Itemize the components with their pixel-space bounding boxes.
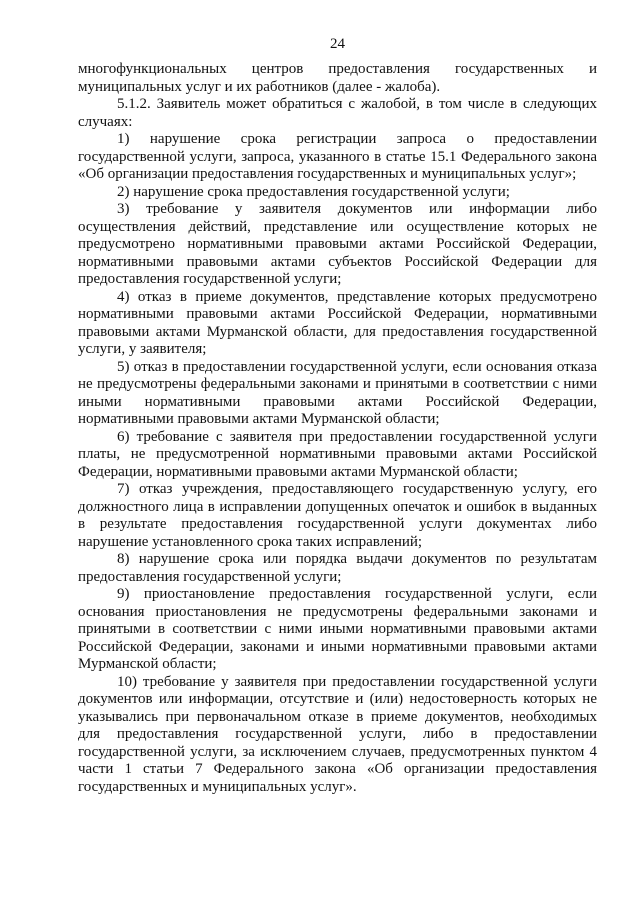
paragraph	[78, 184, 597, 202]
text-line: случаях:	[78, 113, 133, 130]
text-line: части 1 статьи 7 Федерального закона «Об организации предоставления	[78, 761, 597, 777]
text-line: указывались при первоначальном отказе в приеме документов, необходимых	[78, 708, 597, 725]
text-line: нарушение установленного срока таких исправлений;	[78, 533, 423, 550]
text-line: нормативными правовыми актами Мурманской области;	[78, 411, 440, 427]
text-line: предоставления государственной услуги;	[78, 568, 342, 585]
text-line: в результате предоставления государственной услуги документах либо	[78, 516, 597, 532]
text-line: 5.1.2. Заявитель может обратиться с жалобой, в том числе в следующих	[117, 96, 597, 112]
text-line: услуги, у заявителя;	[78, 341, 207, 357]
text-line: 5) отказ в предоставлении государственной услуги, если основания отказа	[117, 358, 597, 375]
text-line: документов или информации, отсутствие и (или) недостоверность которых не	[78, 691, 597, 707]
paragraph	[78, 359, 597, 429]
text-line: должностного лица в исправлении допущенных опечаток и ошибок в выданных	[78, 498, 597, 515]
page-number: 24	[330, 36, 345, 52]
text-line: нормативными правовыми актами субъектов Российской Федерации для	[78, 253, 597, 270]
text-line: 8) нарушение срока или порядка выдачи документов по результатам	[117, 551, 597, 567]
paragraph	[78, 551, 597, 586]
text-line: нормативными правовыми актами Российской Федерации, нормативными	[78, 306, 597, 322]
text-line: иными нормативными правовыми актами Российской Федерации,	[78, 393, 597, 410]
text-line: осуществления действий, представление или осуществление которых не	[78, 218, 597, 235]
paragraph	[78, 96, 597, 131]
text-line: 9) приостановление предоставления государственной услуги, если	[117, 586, 597, 602]
paragraph	[78, 586, 597, 674]
text-line: Российской Федерации, законами и иными нормативными правовыми актами	[78, 638, 597, 655]
text-line: основания приостановления не предусмотрены федеральными законами и	[78, 603, 597, 620]
paragraph	[78, 481, 597, 551]
text-line: «Об организации предоставления государственных и муниципальных услуг»;	[78, 166, 577, 182]
document-body	[78, 61, 597, 796]
paragraph	[78, 289, 597, 359]
text-line: 2) нарушение срока предоставления государственной услуги;	[117, 183, 510, 200]
paragraph	[78, 674, 597, 797]
text-line: предоставления государственной услуги;	[78, 271, 342, 287]
text-line: предусмотрено нормативными правовыми актами Российской Федерации,	[78, 236, 597, 252]
text-line: Мурманской области;	[78, 656, 217, 672]
text-line: платы, не предусмотренной нормативными правовыми актами Российской	[78, 446, 597, 462]
text-line: государственных и муниципальных услуг».	[78, 778, 357, 795]
text-line: 4) отказ в приеме документов, представление которых предусмотрено	[117, 288, 597, 305]
text-line: для предоставления государственной услуги, либо в предоставлении	[78, 726, 597, 742]
text-line: 3) требование у заявителя документов или информации либо	[117, 201, 597, 217]
paragraph	[78, 201, 597, 289]
text-line: 1) нарушение срока регистрации запроса о предоставлении	[117, 131, 597, 147]
text-line: многофункциональных центров предоставления государственных и	[78, 61, 597, 77]
text-line: 10) требование у заявителя при предоставлении государственной услуги	[117, 673, 597, 690]
text-line: государственной услуги, за исключением случаев, предусмотренных пунктом 4	[78, 743, 597, 760]
text-line: государственной услуги, запроса, указанного в статье 15.1 Федерального закона	[78, 148, 597, 165]
paragraph	[78, 61, 597, 96]
text-line: правовыми актами Мурманской области, для предоставления государственной	[78, 323, 597, 340]
paragraph	[78, 429, 597, 482]
text-line: 6) требование с заявителя при предоставлении государственной услуги	[117, 428, 597, 445]
text-line: Федерации, нормативными правовыми актами Мурманской области;	[78, 463, 518, 480]
text-line: не предусмотрены федеральными законами и принятыми в соответствии с ними	[78, 376, 597, 392]
text-line: муниципальных услуг и их работников (далее - жалоба).	[78, 78, 441, 95]
paragraph	[78, 131, 597, 184]
text-line: 7) отказ учреждения, предоставляющего государственную услугу, его	[117, 481, 597, 497]
text-line: принятыми в соответствии с ними иными нормативными правовыми актами	[78, 621, 597, 637]
